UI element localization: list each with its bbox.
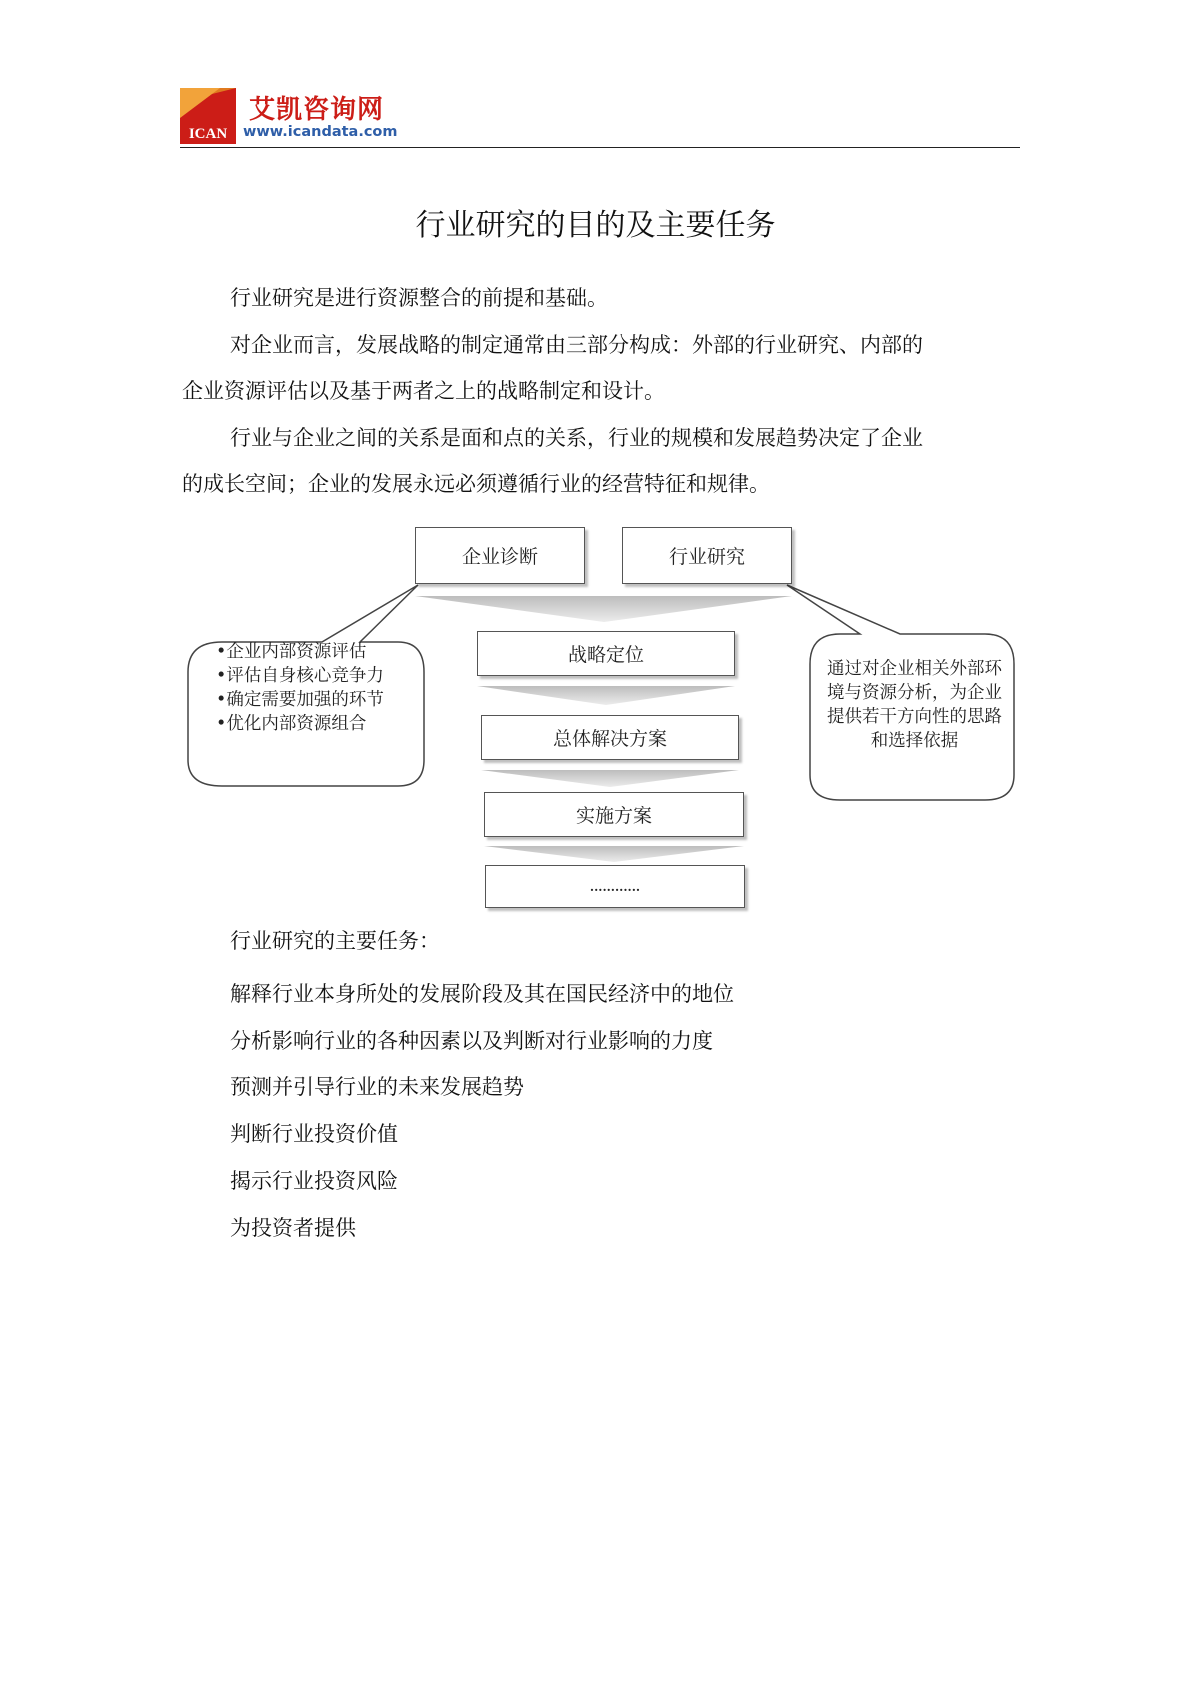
box-overall-solution: 总体解决方案: [481, 715, 739, 760]
task-item: 解释行业本身所处的发展阶段及其在国民经济中的地位: [230, 982, 734, 1006]
flow-arrow-3: [484, 846, 744, 862]
box-industry-research: 行业研究: [622, 527, 792, 584]
box-enterprise-diagnosis: 企业诊断: [415, 527, 585, 584]
box-implementation-plan: 实施方案: [484, 792, 744, 837]
left-callout-item: •确定需要加强的环节: [216, 690, 384, 710]
paragraph-2-line-1: 对企业而言，发展战略的制定通常由三部分构成：外部的行业研究、内部的: [230, 333, 923, 357]
box-strategy-positioning: 战略定位: [477, 631, 735, 676]
left-callout-item: •企业内部资源评估: [216, 642, 367, 662]
task-item: 为投资者提供: [230, 1216, 356, 1240]
page-title: 行业研究的目的及主要任务: [415, 208, 776, 243]
logo-badge-text: ICAN: [188, 126, 228, 142]
converge-arrow: [415, 596, 792, 622]
task-item: 判断行业投资价值: [230, 1122, 398, 1146]
paragraph-2-line-2: 企业资源评估以及基于两者之上的战略制定和设计。: [182, 379, 665, 403]
left-callout-item: •评估自身核心竞争力: [216, 666, 384, 686]
flow-arrow-2: [481, 770, 739, 787]
brand-name: 艾凯咨询网: [249, 95, 385, 125]
task-item: 揭示行业投资风险: [230, 1169, 398, 1193]
flow-arrow-1: [477, 686, 735, 705]
paragraph-3-line-1: 行业与企业之间的关系是面和点的关系，行业的规模和发展趋势决定了企业: [230, 426, 923, 450]
tasks-heading: 行业研究的主要任务：: [230, 929, 440, 953]
left-callout-list: [216, 640, 416, 736]
paragraph-1: 行业研究是进行资源整合的前提和基础。: [230, 286, 608, 310]
left-callout-item: •优化内部资源组合: [216, 714, 367, 734]
box-ellipsis: ............: [485, 865, 745, 908]
brand-url: www.icandata.com: [243, 124, 398, 140]
paragraph-3-line-2: 的成长空间；企业的发展永远必须遵循行业的经营特征和规律。: [182, 472, 770, 496]
task-item: 分析影响行业的各种因素以及判断对行业影响的力度: [230, 1029, 713, 1053]
task-item: 预测并引导行业的未来发展趋势: [230, 1075, 524, 1099]
right-callout-text: 通过对企业相关外部环境与资源分析，为企业提供若干方向性的思路和选择依据: [827, 659, 1002, 751]
